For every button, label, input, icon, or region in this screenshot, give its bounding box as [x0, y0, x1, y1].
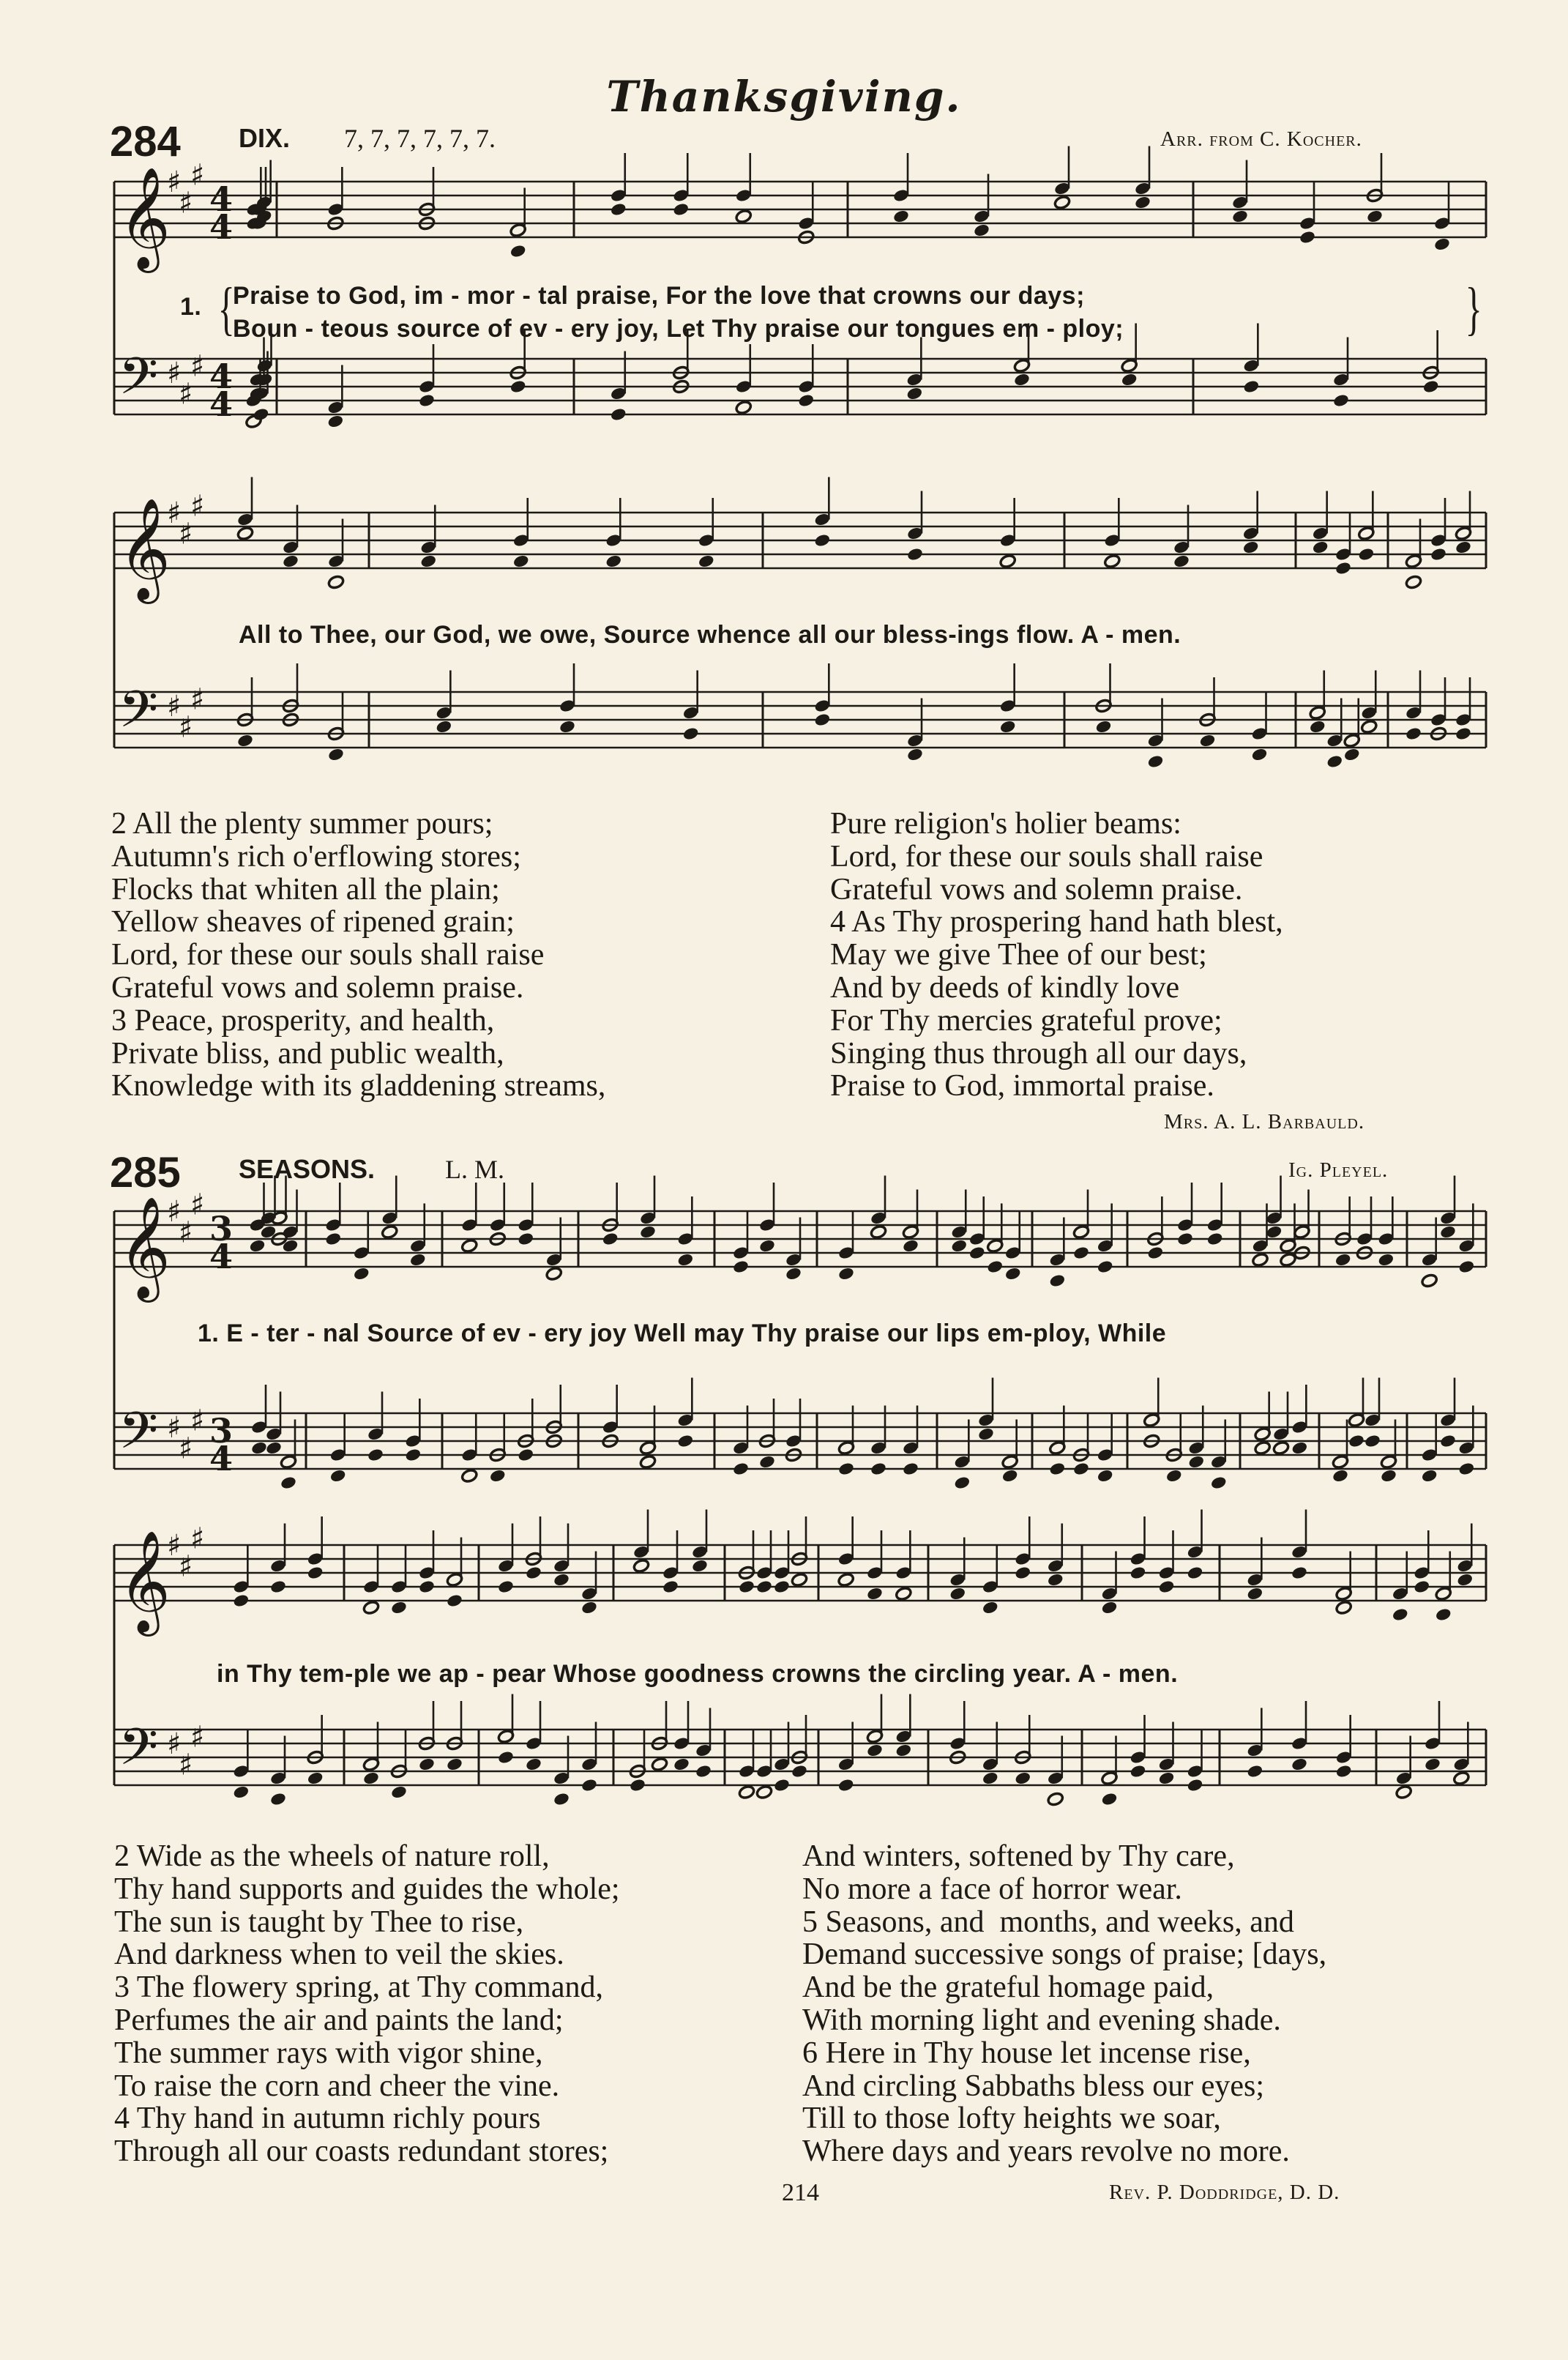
note-head: [639, 1224, 657, 1239]
note-head: [525, 1757, 542, 1771]
note-head: [1395, 1784, 1413, 1799]
note-head: [1246, 1764, 1263, 1779]
note-head: [968, 1246, 986, 1260]
note-head: [1210, 1475, 1228, 1490]
lyric-284-line3: All to Thee, our God, we owe, Source whence all our bless-ings flow. A - men.: [239, 621, 1181, 649]
note-head: [892, 209, 910, 223]
note-head: [773, 1778, 791, 1793]
note-head: [1165, 1468, 1183, 1483]
note-head: [418, 393, 436, 408]
note-head: [517, 1448, 534, 1462]
note-head: [1405, 726, 1422, 741]
note-head: [512, 554, 530, 568]
note-head: [435, 719, 452, 734]
note-head: [755, 1784, 773, 1799]
time-signature-bottom: 4: [209, 384, 234, 424]
note-head: [837, 1778, 855, 1793]
note-head: [1332, 1468, 1349, 1483]
sharp-icon: ♯: [190, 489, 205, 524]
note-head: [973, 223, 990, 237]
tune-name-seasons: SEASONS.: [239, 1154, 376, 1184]
sharp-icon: ♯: [190, 349, 205, 384]
note-head: [1430, 547, 1447, 562]
note-head: [1291, 1757, 1308, 1771]
note-head: [698, 554, 715, 568]
stanzas-285-left: 2 Wide as the wheels of nature roll, Thy hand supports and guides the whole; The sun is taught by Thee to rise, And darkness when to veil the skies. 3 The flowery spring, at Thy command, Perfumes the air and paints the land; The summer rays with vigor shine, To raise the corn and cheer the vine. 4 Thy hand in autumn richly pours Through all our coasts redundant stores;: [114, 1839, 620, 2169]
note-head: [497, 1579, 515, 1594]
time-signature-top: 3: [209, 1411, 234, 1451]
note-head: [982, 1771, 999, 1785]
note-head: [489, 1468, 507, 1483]
note-head: [249, 1238, 266, 1253]
sharp-icon: ♯: [179, 1748, 193, 1782]
stanzas-285-right: And winters, softened by Thy care, No more a face of horror wear. 5 Seasons, and months, and weeks, and Demand successive songs of praise; [days, And be the grateful homage paid, With morning light and evening shade. 6 Here in Thy house let incense rise, And circling Sabbaths bless our eyes; Till to those lofty heights we soar, Where days and years revolve no more.: [802, 1839, 1327, 2169]
staff: [114, 513, 1486, 568]
note-head: [773, 1579, 791, 1594]
note-head: [902, 1238, 919, 1253]
note-head: [1377, 1252, 1395, 1267]
sharp-icon: ♯: [167, 1727, 182, 1761]
note-head: [326, 414, 344, 428]
note-head: [418, 1579, 436, 1594]
note-head: [1146, 1246, 1164, 1260]
note-head: [1335, 1764, 1353, 1779]
note-head: [738, 1784, 755, 1799]
note-head: [381, 1224, 398, 1239]
time-signature-bottom: 4: [209, 1237, 234, 1276]
note-head: [1452, 1771, 1470, 1785]
note-head: [977, 1426, 995, 1441]
note-head: [409, 1252, 427, 1267]
note-head: [682, 726, 700, 741]
note-head: [1435, 1607, 1452, 1622]
note-head: [1095, 719, 1113, 734]
note-head: [517, 1232, 534, 1246]
note-head: [1158, 1579, 1176, 1594]
note-head: [1291, 1566, 1308, 1580]
note-head: [1421, 1468, 1438, 1483]
note-head: [1457, 1259, 1475, 1274]
note-head: [870, 1224, 887, 1239]
note-head: [1455, 726, 1472, 741]
note-head: [1439, 1434, 1457, 1448]
note-head: [837, 1572, 855, 1587]
composer-284: Arr. from C. Kocher.: [1160, 127, 1362, 151]
bass-clef-icon: 𝄢: [119, 346, 159, 418]
tune-name-dix: DIX.: [239, 123, 291, 153]
note-head: [1254, 1440, 1272, 1455]
note-head: [253, 407, 270, 422]
note-head: [1130, 1566, 1147, 1580]
note-head: [1187, 1778, 1204, 1793]
note-head: [1242, 540, 1260, 554]
note-head: [651, 1757, 668, 1771]
note-head: [1457, 1462, 1475, 1476]
note-head: [691, 1558, 709, 1573]
note-head: [629, 1778, 646, 1793]
note-head: [735, 209, 753, 223]
note-head: [676, 1252, 694, 1267]
stanzas-284-right: Pure religion's holier beams: Lord, for these our souls shall raise Grateful vows and solemn praise. 4 As Thy prospering hand hath blest, May we give Thee of our best; And by deeds of kindly love For Thy mercies grateful prove; Singing thus through all our days, Praise to God, immortal praise.: [830, 807, 1283, 1103]
note-head: [982, 1600, 999, 1615]
note-head: [906, 747, 924, 762]
note-head: [1103, 554, 1121, 568]
note-head: [1422, 379, 1440, 394]
note-head: [269, 1792, 287, 1806]
stanzas-284-left: 2 All the plenty summer pours; Autumn's rich o'erflowing stores; Flocks that whiten all the plain; Yellow sheaves of ripened grain; Lord, for these our souls shall raise Grateful vows and solemn praise. 3 Peace, prosperity, and health, Private bliss, and public wealth, Knowledge with its gladdening streams,: [111, 807, 606, 1103]
time-signature-bottom: 4: [209, 1439, 234, 1478]
note-head: [232, 1784, 250, 1799]
note-head: [1014, 1566, 1031, 1580]
note-head: [1252, 1252, 1269, 1267]
note-head: [327, 575, 345, 589]
note-head: [324, 1232, 342, 1246]
sharp-icon: ♯: [167, 496, 182, 530]
note-head: [307, 1566, 324, 1580]
note-head: [695, 1764, 712, 1779]
sharp-icon: ♯: [190, 682, 205, 717]
sharp-icon: ♯: [190, 1720, 205, 1754]
note-head: [1380, 1468, 1397, 1483]
note-head: [902, 1462, 919, 1476]
note-head: [1334, 561, 1352, 576]
note-head: [545, 1266, 563, 1281]
note-head: [1101, 1792, 1119, 1806]
note-head: [1326, 754, 1343, 769]
note-head: [1360, 719, 1378, 734]
note-head: [497, 1750, 515, 1765]
note-head: [1048, 1462, 1066, 1476]
note-head: [986, 1259, 1004, 1274]
note-head: [999, 554, 1017, 568]
sharp-icon: ♯: [179, 1432, 193, 1466]
note-head: [906, 547, 924, 562]
sharp-icon: ♯: [167, 690, 182, 723]
note-head: [1004, 1266, 1022, 1281]
note-head: [791, 1764, 808, 1779]
time-signature-top: 4: [209, 179, 234, 219]
hymn-number-284: 284: [110, 118, 181, 165]
sharp-icon: ♯: [167, 1411, 182, 1445]
lyric-285-line1: 1. E - ter - nal Source of ev - ery joy Well may Thy praise our lips em-ploy, While: [198, 1319, 1167, 1347]
note-head: [1072, 1246, 1090, 1260]
note-head: [758, 1454, 776, 1469]
note-head: [1101, 1600, 1119, 1615]
note-head: [672, 202, 690, 217]
note-head: [1121, 372, 1138, 387]
page-number: 214: [782, 2179, 819, 2206]
note-head: [509, 379, 527, 394]
note-head: [1343, 747, 1361, 762]
author-284: Mrs. A. L. Barbauld.: [1164, 1110, 1365, 1134]
sharp-icon: ♯: [167, 165, 182, 199]
note-head: [460, 1468, 478, 1483]
staff: [114, 692, 1486, 748]
note-head: [950, 1238, 968, 1253]
note-head: [602, 1232, 619, 1246]
note-head: [1097, 1468, 1114, 1483]
bass-clef-icon: 𝄢: [119, 1717, 159, 1789]
note-head: [738, 1579, 755, 1594]
note-head: [906, 386, 923, 401]
sharp-icon: ♯: [179, 377, 193, 412]
note-head: [1047, 1572, 1064, 1587]
note-head: [1291, 1440, 1308, 1455]
note-head: [791, 1572, 808, 1587]
note-head: [1312, 540, 1329, 554]
note-head: [949, 1586, 966, 1601]
note-head: [1047, 1792, 1064, 1806]
note-head: [1309, 719, 1326, 734]
note-head: [1242, 379, 1260, 394]
note-head: [446, 1593, 463, 1608]
note-head: [1176, 1232, 1194, 1246]
note-head: [605, 554, 622, 568]
note-head: [785, 1266, 802, 1281]
note-head: [353, 1266, 370, 1281]
note-head: [1187, 1566, 1204, 1580]
note-head: [1187, 1454, 1205, 1469]
note-head: [1348, 1434, 1365, 1448]
note-head: [307, 1771, 324, 1785]
note-head: [1424, 1757, 1441, 1771]
meter-285: L. M.: [445, 1155, 504, 1184]
note-head: [953, 1475, 971, 1490]
note-head: [525, 1566, 542, 1580]
note-head: [236, 526, 254, 540]
note-head: [1231, 209, 1249, 223]
note-head: [1335, 1600, 1353, 1615]
note-head: [673, 1757, 690, 1771]
note-head: [553, 1572, 570, 1587]
note-head: [559, 719, 576, 734]
sharp-icon: ♯: [167, 1529, 182, 1563]
meter-284: 7, 7, 7, 7, 7, 7.: [344, 124, 496, 153]
note-head: [1134, 195, 1151, 209]
lyric-285-line2: in Thy tem-ple we ap - pear Whose goodness crowns the circling year. A - men.: [217, 1660, 1179, 1688]
note-head: [250, 1440, 268, 1455]
note-head: [580, 1600, 598, 1615]
note-head: [367, 1448, 384, 1462]
note-head: [1421, 1273, 1438, 1288]
note-head: [837, 1462, 855, 1476]
note-head: [1364, 1434, 1381, 1448]
note-head: [362, 1771, 380, 1785]
note-head: [460, 1238, 478, 1253]
note-head: [1048, 1273, 1066, 1288]
sharp-icon: ♯: [167, 1195, 182, 1229]
sharp-icon: ♯: [179, 1216, 193, 1250]
section-title: Thanksgiving.: [606, 72, 962, 122]
time-signature-top: 4: [209, 357, 234, 396]
verse-number-284: 1.: [180, 293, 202, 321]
note-head: [580, 1778, 598, 1793]
bass-clef-icon: 𝄢: [119, 680, 159, 751]
note-head: [837, 1266, 855, 1281]
note-head: [390, 1600, 408, 1615]
note-head: [1357, 547, 1375, 562]
note-head: [1199, 733, 1217, 748]
note-head: [662, 1579, 679, 1594]
note-head: [1334, 1252, 1352, 1267]
note-head: [1366, 209, 1384, 223]
note-head: [676, 1434, 694, 1448]
note-head: [732, 1462, 750, 1476]
note-head: [1206, 1232, 1224, 1246]
note-head: [1001, 1468, 1019, 1483]
sharp-icon: ♯: [179, 710, 193, 745]
note-head: [1251, 747, 1269, 762]
note-head: [610, 407, 627, 422]
note-head: [1456, 1572, 1474, 1587]
note-head: [280, 1475, 297, 1490]
note-head: [1130, 1764, 1147, 1779]
note-head: [1158, 1771, 1176, 1785]
note-head: [895, 1586, 912, 1601]
staff: [114, 182, 1486, 237]
note-head: [1173, 554, 1190, 568]
note-head: [866, 1743, 884, 1757]
treble-clef-icon: 𝄞: [119, 498, 171, 600]
note-head: [232, 1593, 250, 1608]
note-head: [265, 1440, 283, 1455]
note-head: [1272, 1440, 1290, 1455]
note-head: [1299, 230, 1316, 245]
note-head: [999, 719, 1017, 734]
time-signature-top: 3: [209, 1209, 234, 1248]
note-head: [639, 1454, 657, 1469]
note-head: [632, 1558, 650, 1573]
note-head: [1147, 754, 1165, 769]
note-head: [1014, 1771, 1031, 1785]
note-head: [446, 1757, 463, 1771]
sharp-icon: ♯: [190, 1404, 205, 1438]
sharp-icon: ♯: [167, 357, 182, 390]
sharp-icon: ♯: [190, 158, 205, 193]
treble-clef-icon: 𝄞: [119, 1530, 171, 1632]
note-head: [1433, 237, 1451, 251]
bass-clef-icon: 𝄢: [119, 1401, 159, 1473]
author-285: Rev. P. Doddridge, D. D.: [1109, 2181, 1340, 2204]
note-head: [390, 1784, 408, 1799]
note-head: [1405, 575, 1422, 589]
sharp-icon: ♯: [190, 1522, 205, 1556]
note-head: [866, 1586, 884, 1601]
note-head: [419, 554, 437, 568]
note-head: [813, 712, 831, 727]
note-head: [1072, 1462, 1090, 1476]
note-head: [758, 1238, 776, 1253]
verse-brace-right: }: [1465, 277, 1482, 341]
note-head: [1266, 1224, 1283, 1239]
note-head: [269, 1579, 287, 1594]
note-head: [1053, 195, 1071, 209]
sharp-icon: ♯: [179, 517, 193, 551]
note-head: [327, 747, 345, 762]
note-head: [1455, 540, 1472, 554]
note-head: [735, 400, 753, 414]
note-head: [1097, 1259, 1114, 1274]
note-head: [1439, 1224, 1457, 1239]
sharp-icon: ♯: [179, 186, 193, 220]
treble-clef-icon: 𝄞: [119, 167, 171, 269]
note-head: [1013, 372, 1031, 387]
note-head: [282, 554, 299, 568]
note-head: [870, 1462, 887, 1476]
note-head: [1413, 1579, 1430, 1594]
note-head: [362, 1600, 380, 1615]
hymn-number-285: 285: [110, 1149, 181, 1196]
sharp-icon: ♯: [179, 1549, 193, 1584]
note-head: [755, 1579, 773, 1594]
note-head: [1246, 1586, 1263, 1601]
note-head: [1392, 1607, 1409, 1622]
composer-285: Ig. Pleyel.: [1288, 1158, 1389, 1182]
note-head: [797, 393, 815, 408]
verse-brace-left: {: [217, 277, 235, 341]
note-head: [1332, 393, 1350, 408]
note-head: [329, 1468, 347, 1483]
note-head: [813, 533, 831, 548]
treble-clef-icon: 𝄞: [119, 1196, 171, 1298]
note-head: [404, 1448, 422, 1462]
note-head: [509, 244, 527, 258]
lyric-284-line1: Praise to God, im - mor - tal praise, For the love that crowns our days;: [233, 282, 1085, 310]
lyric-284-line2: Boun - teous source of ev - ery joy, Let Thy praise our tongues em - ploy;: [233, 315, 1124, 343]
note-head: [236, 733, 254, 748]
time-signature-bottom: 4: [209, 207, 234, 247]
note-head: [732, 1259, 750, 1274]
note-head: [610, 202, 627, 217]
note-head: [895, 1743, 912, 1757]
sharp-icon: ♯: [190, 1188, 205, 1222]
note-head: [553, 1792, 570, 1806]
note-head: [418, 1757, 436, 1771]
